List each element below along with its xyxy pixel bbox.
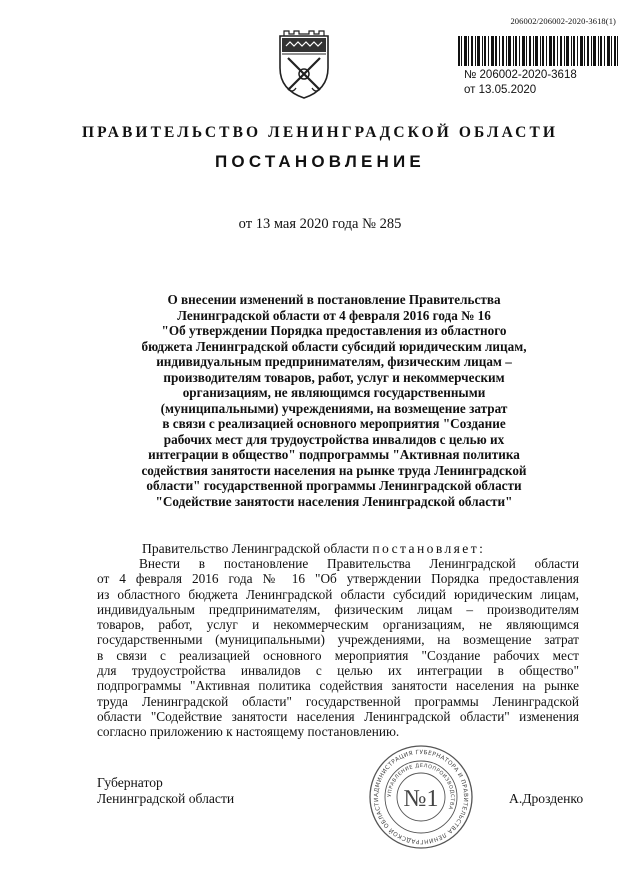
signatory-region: Ленинградской области — [97, 791, 235, 806]
subject-line: (муниципальными) учреждениями, на возмещение затрат — [160, 400, 508, 416]
body-line: в связи с реализацией основного мероприятия "Создание рабочих мест — [97, 647, 579, 663]
subject-line: "Об утверждении Порядка предоставления из областного — [161, 323, 507, 338]
registration-date: от 13.05.2020 — [464, 84, 537, 96]
body-line: индивидуальным предпринимателям, физическим лицам – производителям — [97, 601, 579, 617]
body-line: от 4 февраля 2016 года № 16 "Об утверждении Порядка предоставления — [97, 571, 579, 587]
body-line: для трудоустройства инвалидов с целью их интеграции в общество" — [97, 663, 579, 679]
body-line: Внести в постановление Правительства Ленинградской области — [139, 556, 579, 571]
decree-date-number: от 13 мая 2020 года № 285 — [238, 216, 402, 232]
official-seal-icon — [368, 744, 474, 850]
subject-line: содействия занятости населения на рынке труда Ленинградской — [141, 462, 527, 478]
subject-line: Ленинградской области от 4 февраля 2016 года № 16 — [177, 307, 491, 323]
government-name: ПРАВИТЕЛЬСТВО ЛЕНИНГРАДСКОЙ ОБЛАСТИ — [81, 124, 559, 141]
subject-line: интеграции в общество" подпрограммы "Активная политика — [148, 447, 520, 462]
subject-line: О внесении изменений в постановление Правительства — [167, 292, 501, 307]
preamble — [142, 541, 485, 557]
document-type: ПОСТАНОВЛЕНИЕ — [215, 152, 425, 171]
subject-line: в связи с реализацией основного мероприятия "Создание — [162, 416, 506, 431]
subject-line: организациям, не являющимся государственными — [182, 385, 486, 400]
subject-line: области" государственной программы Ленинградской области — [146, 478, 522, 493]
coat-of-arms-icon — [274, 28, 334, 100]
registration-number: № 206002-2020-3618 — [464, 69, 577, 81]
document-top-code: 206002/206002-2020-3618(1) — [510, 16, 616, 26]
seal-inner-text: УПРАВЛЕНИЕ ДЕЛОПРОИЗВОДСТВА — [386, 762, 456, 811]
body-line: из областного бюджета Ленинградской области субсидий юридическим лицам, — [97, 586, 579, 602]
subject-line: рабочих мест для трудоустройства инвалидов с целью их — [163, 431, 505, 447]
body-line: государственными (муниципальными) учреждениями, на возмещение затрат — [97, 632, 579, 648]
seal-outer-text: АДМИНИСТРАЦИЯ ГУБЕРНАТОРА И ПРАВИТЕЛЬСТВА ЛЕНИНГРАДСКОЙ ОБЛАСТИ — [373, 749, 469, 845]
body-line: подпрограммы "Активная политика содействия занятости населения на рынке — [97, 678, 579, 694]
body-line: согласно приложению к настоящему постановлению. — [97, 724, 400, 740]
body-line: товаров, работ, услуг и некоммерческим организациям, не являющимся — [97, 617, 579, 633]
decree-subject — [120, 292, 548, 509]
signatory-name: А.Дрозденко — [509, 791, 584, 806]
subject-line: "Содействие занятости населения Ленинградской области" — [155, 493, 513, 509]
decree-body — [97, 556, 579, 740]
preamble-resolves: постановляет: — [372, 541, 486, 556]
subject-line: производителям товаров, работ, услуг и некоммерческим — [163, 369, 505, 385]
seal-number: №1 — [403, 786, 439, 812]
subject-line: бюджета Ленинградской области субсидий юридическим лицам, — [141, 338, 527, 354]
body-line: труда Ленинградской области" государственной программы Ленинградской — [97, 693, 579, 709]
preamble-text: Правительство Ленинградской области — [142, 541, 369, 556]
body-line: области "Содействие занятости населения Ленинградской области" изменения — [97, 708, 579, 724]
subject-line: индивидуальным предпринимателям, физическим лицам – — [156, 354, 512, 369]
barcode-icon — [458, 36, 618, 66]
signatory-title: Губернатор — [97, 775, 163, 790]
